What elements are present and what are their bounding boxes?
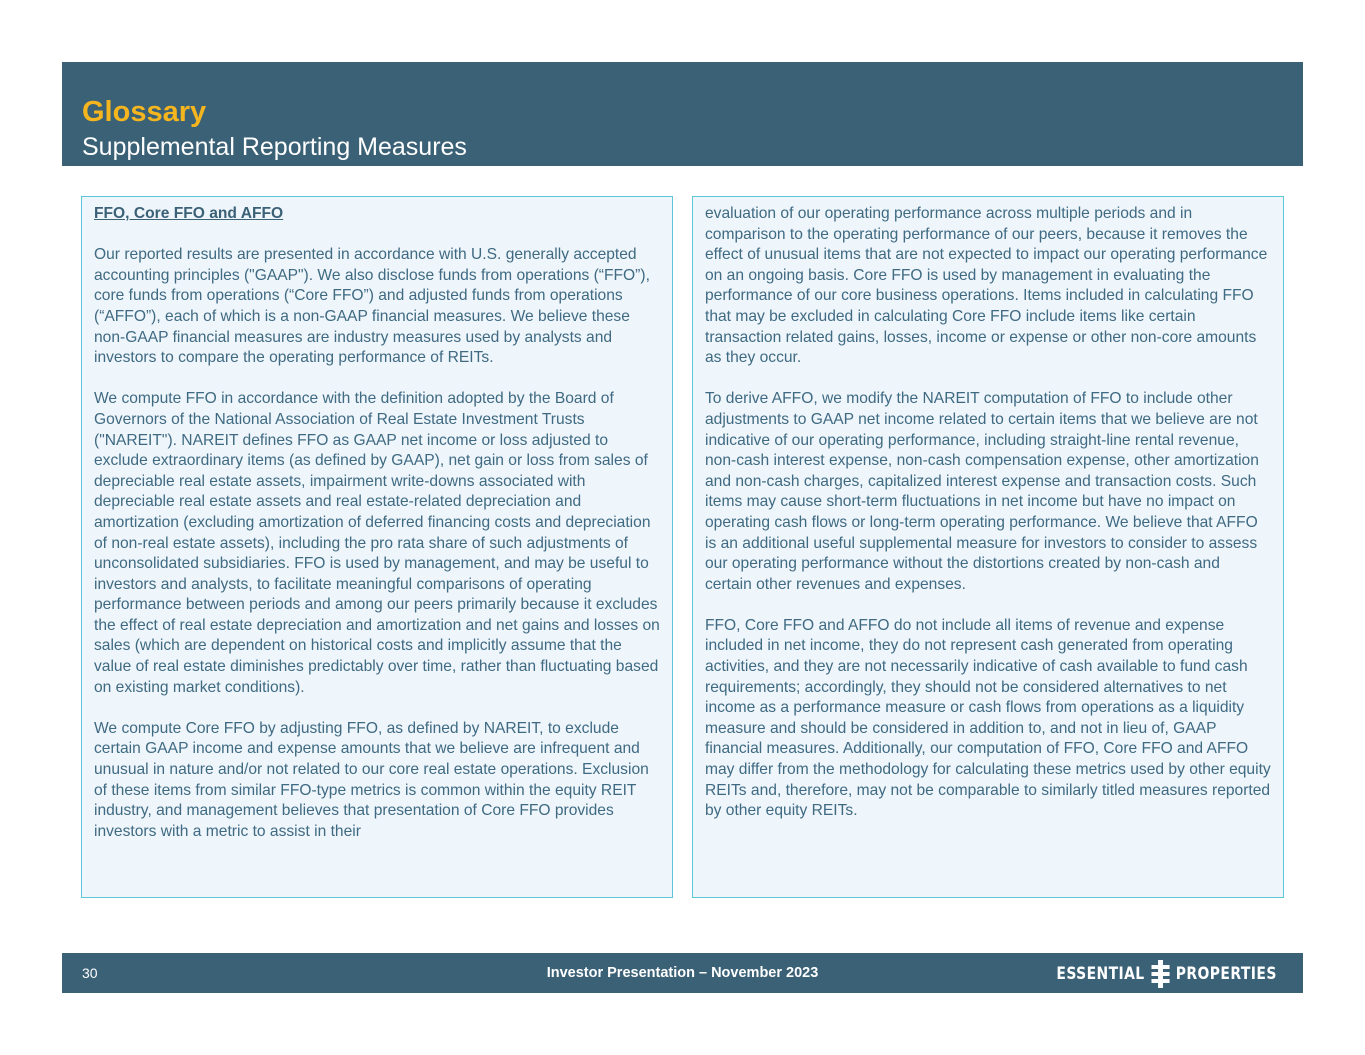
logo-text-left: ESSENTIAL xyxy=(1056,964,1145,984)
paragraph: Our reported results are presented in accordance with U.S. generally accepted accounting principles ("GAAP"). We also disclose funds from operations (“FFO”), core funds from operations (“Core FFO”) and adjusted funds from operations (“AFFO”), each of which is a non-GAAP financial measures. We believe these non-GAAP financial measures are industry measures used by analysts and investors to compare the operating performance of REITs. xyxy=(94,246,650,367)
company-logo xyxy=(1057,962,1277,986)
paragraph: FFO, Core FFO and AFFO do not include all items of revenue and expense included in net income, they do not represent cash generated from operating activities, and they are not necessarily indicative of cash available to fund cash requirements; accordingly, they should not be considered alternatives to net income as a performance measure or cash flows from operations as a liquidity measure and should be considered in addition to, and not in lieu of, GAAP financial measures. Additionally, our computation of FFO, Core FFO and AFFO may differ from the methodology for calculating these metrics used by other equity REITs and, therefore, may not be comparable to similarly titled measures reported by other equity REITs. xyxy=(705,616,1271,820)
paragraph: To derive AFFO, we modify the NAREIT computation of FFO to include other adjustments to GAAP net income related to certain items that we believe are not indicative of our operating performance, including straight-line rental revenue, non-cash interest expense, non-cash compensation expense, other amortization and non-cash charges, capitalized interest expense and transaction costs. Such items may cause short-term fluctuations in net income but have no impact on operating cash flows or long-term operating performance. We believe that AFFO is an additional useful supplemental measure for investors to consider to assess our operating performance without the distortions created by non-cash and certain other revenues and expenses. xyxy=(705,390,1259,593)
footer-bar xyxy=(62,953,1303,993)
footer-caption: Investor Presentation – November 2023 xyxy=(546,965,819,981)
logo-mark-icon xyxy=(1150,960,1171,988)
logo-text-right: PROPERTIES xyxy=(1175,964,1277,984)
paragraph: evaluation of our operating performance across multiple periods and in comparison to the operating performance of our peers, because it removes the effect of unusual items that are not expected to impact our operating performance on an ongoing basis. Core FFO is used by management in evaluating the performance of our core business operations. Items included in calculating FFO that may be excluded in calculating Core FFO include items like certain transaction related gains, losses, income or expense or other non-core amounts as they occur. xyxy=(705,205,1268,367)
header-banner xyxy=(62,62,1303,166)
section-heading: FFO, Core FFO and AFFO xyxy=(94,205,284,222)
page-subtitle: Supplemental Reporting Measures xyxy=(82,133,467,161)
page-number: 30 xyxy=(82,965,98,981)
glossary-panel-right xyxy=(692,196,1284,898)
glossary-panel-left xyxy=(81,196,673,898)
paragraph: We compute Core FFO by adjusting FFO, as defined by NAREIT, to exclude certain GAAP income and expense amounts that we believe are infrequent and unusual in nature and/or not related to our core real estate operations. Exclusion of these items from similar FFO-type metrics is common within the equity REIT industry, and management believes that presentation of Core FFO provides investors with a metric to assist in their xyxy=(94,719,649,840)
page-title: Glossary xyxy=(82,96,207,128)
paragraph: We compute FFO in accordance with the definition adopted by the Board of Governors of the National Association of Real Estate Investment Trusts ("NAREIT"). NAREIT defines FFO as GAAP net income or loss adjusted to exclude extraordinary items (as defined by GAAP), net gain or loss from sales of depreciable real estate assets, impairment write-downs associated with depreciable real estate assets and real estate-related depreciation and amortization (excluding amortization of deferred financing costs and depreciation of non-real estate assets), including the pro rata share of such adjustments of unconsolidated subsidiaries. FFO is used by management, and may be useful to investors and analysts, to facilitate meaningful comparisons of operating performance between periods and among our peers primarily because it excludes the effect of real estate depreciation and amortization and net gains and losses on sales (which are dependent on historical costs and implicitly assume that the value of real estate diminishes predictably over time, rather than fluctuating based on existing market conditions). xyxy=(94,390,660,696)
